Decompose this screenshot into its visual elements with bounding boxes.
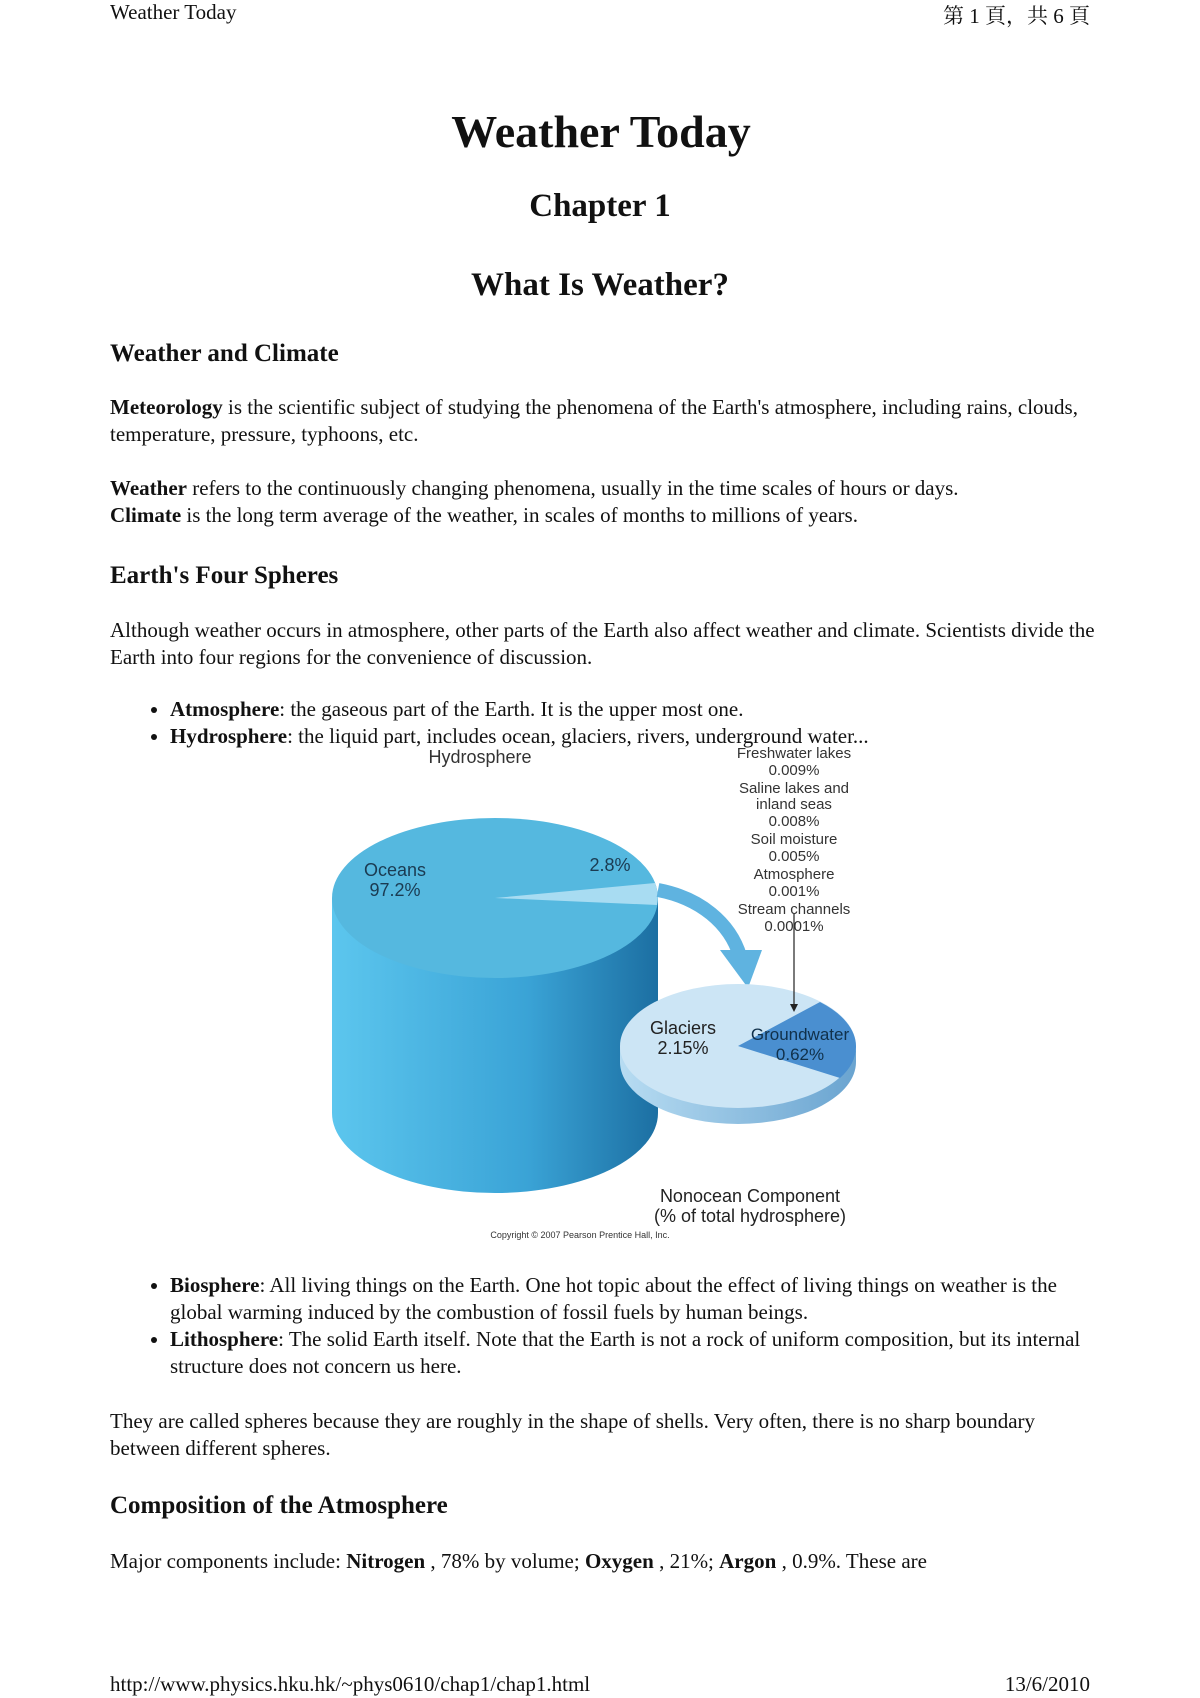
header-page-count: 第 1 頁，共 6 頁 — [943, 4, 1090, 28]
nitrogen-value: , 78% by volume; — [425, 1549, 585, 1573]
climate-text: is the long term average of the weather, in scales of months to millions of years. — [181, 503, 858, 527]
page-title: Weather Today — [451, 106, 751, 157]
argon-value: , 0.9%. These are — [776, 1549, 927, 1573]
paragraph-composition — [110, 1548, 1095, 1575]
section-spheres-continued — [110, 1272, 1095, 1462]
section-heading: Weather and Climate — [110, 340, 339, 367]
minor-components — [737, 745, 851, 935]
oceans-value: 97.2% — [369, 880, 421, 900]
minor-value: 0.008% — [768, 813, 820, 830]
term-biosphere: Biosphere — [170, 1273, 260, 1297]
sphere-list-continued — [110, 1272, 1095, 1380]
list-item-lithosphere — [170, 1326, 1095, 1380]
list-item-biosphere — [170, 1272, 1095, 1326]
paragraph-weather — [110, 475, 1095, 529]
oceans-label: Oceans — [363, 860, 427, 880]
hydrosphere-figure — [320, 745, 940, 1243]
chapter-subtitle: What Is Weather? — [471, 267, 729, 303]
minor-label: Atmosphere — [753, 866, 835, 883]
section-composition — [110, 1491, 1095, 1575]
page-header — [110, 0, 1090, 30]
title-block — [0, 105, 1200, 304]
minor-value: 0.001% — [768, 883, 820, 900]
meteorology-text: is the scientific subject of studying the phenomena of the Earth's atmosphere, including rains, clouds, temperature, pressure, typhoons, etc. — [110, 395, 1078, 446]
biosphere-text: : All living things on the Earth. One hot topic about the effect of living things on weather is the global warming induced by the combustion of fossil fuels by human beings. — [170, 1273, 1057, 1324]
groundwater-value: 0.62% — [775, 1045, 825, 1064]
header-title: Weather Today — [110, 0, 237, 24]
footer-url: http://www.physics.hku.hk/~phys0610/chap1/chap1.html — [110, 1672, 591, 1696]
glaciers-value: 2.15% — [657, 1038, 709, 1058]
term-hydrosphere: Hydrosphere — [170, 724, 288, 748]
term-argon: Argon — [719, 1549, 777, 1573]
term-atmosphere: Atmosphere — [170, 697, 280, 721]
minor-label: inland seas — [756, 796, 832, 813]
glaciers-label: Glaciers — [649, 1018, 717, 1038]
sphere-list — [110, 696, 1095, 750]
figure-copyright: Copyright © 2007 Pearson Prentice Hall, Inc. — [490, 1230, 670, 1240]
chapter-title: Chapter 1 — [529, 188, 671, 224]
oxygen-value: , 21%; — [653, 1549, 720, 1573]
minor-label: Soil moisture — [750, 831, 838, 848]
minor-value: 0.0001% — [764, 918, 824, 935]
term-climate: Climate — [110, 503, 182, 527]
term-meteorology: Meteorology — [110, 395, 223, 419]
groundwater-label: Groundwater — [750, 1025, 850, 1044]
weather-text: refers to the continuously changing phenomena, usually in the time scales of hours or days. — [186, 476, 959, 500]
section-four-spheres — [110, 561, 1095, 750]
footer-date: 13/6/2010 — [1004, 1672, 1090, 1696]
term-weather: Weather — [110, 476, 187, 500]
term-lithosphere: Lithosphere — [170, 1327, 279, 1351]
section-heading: Earth's Four Spheres — [110, 562, 339, 589]
atmosphere-text: : the gaseous part of the Earth. It is the upper most one. — [279, 697, 744, 721]
nonocean-caption-sub: (% of total hydrosphere) — [653, 1206, 847, 1226]
nonocean-value: 2.8% — [589, 855, 631, 875]
minor-label: Saline lakes and — [738, 780, 850, 797]
flow-arrow — [658, 890, 740, 956]
paragraph-meteorology — [110, 394, 1095, 448]
flow-arrow-head — [720, 950, 762, 988]
list-item-atmosphere — [170, 696, 1095, 723]
list-item-hydrosphere — [170, 723, 1095, 750]
lithosphere-text: : The solid Earth itself. Note that the Earth is not a rock of uniform composition, but its internal structure does not concern us here. — [170, 1327, 1081, 1378]
minor-value: 0.009% — [768, 762, 820, 779]
section-heading: Composition of the Atmosphere — [110, 1492, 448, 1519]
figure-title: Hydrosphere — [428, 747, 532, 767]
paragraph-spheres-closing: They are called spheres because they are roughly in the shape of shells. Very often, there is no sharp boundary between different spheres. — [110, 1409, 1036, 1460]
composition-lead: Major components include: — [110, 1549, 347, 1573]
minor-value: 0.005% — [768, 848, 820, 865]
term-oxygen: Oxygen — [584, 1549, 654, 1573]
term-nitrogen: Nitrogen — [346, 1549, 426, 1573]
paragraph-spheres-intro: Although weather occurs in atmosphere, other parts of the Earth also affect weather and climate. Scientists divide the Earth into four regions for the convenience of discussion. — [110, 618, 1095, 669]
hydrosphere-diagram — [320, 745, 940, 1243]
section-weather-climate — [110, 339, 1095, 529]
page-footer — [110, 1672, 1090, 1697]
minor-label: Freshwater lakes — [736, 745, 852, 762]
minor-label: Stream channels — [737, 901, 851, 918]
hydrosphere-text: : the liquid part, includes ocean, glaciers, rivers, underground water... — [287, 724, 869, 748]
nonocean-caption: Nonocean Component — [659, 1186, 841, 1206]
